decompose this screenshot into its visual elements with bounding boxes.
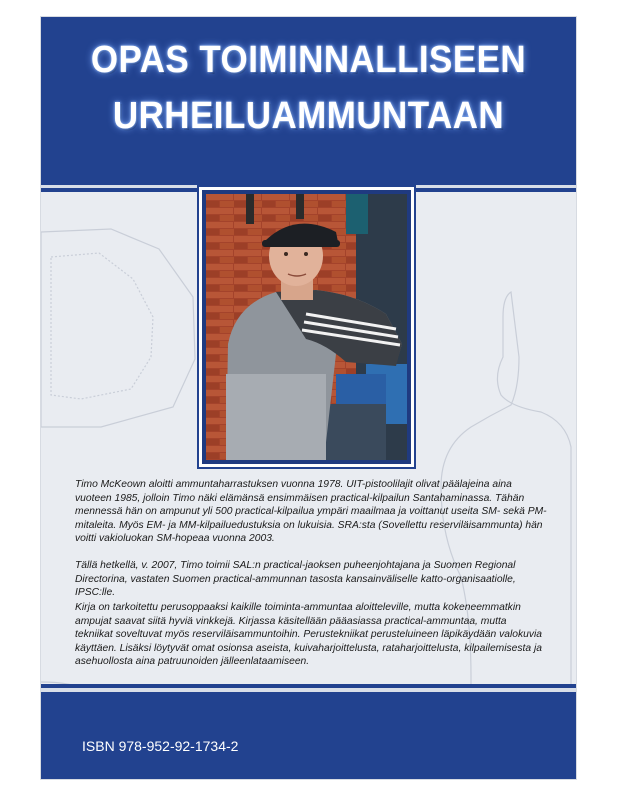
book-back-cover (41, 17, 576, 779)
author-photo-frame (199, 187, 414, 467)
isbn-number: ISBN 978-952-92-1734-2 (82, 738, 239, 754)
book-title-line-1: OPAS TOIMINNALLISEEN (90, 39, 527, 81)
book-description-paragraph: Kirja on tarkoitettu perusoppaaksi kaikille toiminta-ammuntaa aloitteleville, mutta kokeneemmatkin ampujat saavat siitä hyviä vinkkejä. Kirjassa käsitellään pääasiassa practical-ammuntaa, mutta tekniikat soveltuvat myös reserviläisammuntoihin. Perustekniikat perusteluineen läpikäydään valokuvia käyttäen. Lisäksi löytyvät omat osionsa aseista, kuivaharjoittelusta, rataharjoittelusta, kilpailemisesta ja asehuollosta aina patruunoiden jälleenlataamiseen. (75, 602, 543, 668)
author-photo (206, 194, 407, 460)
book-title-line-2: URHEILUAMMUNTAAN (112, 95, 505, 137)
octagon-target-icon (41, 229, 195, 427)
isbn-band (41, 692, 576, 779)
author-role-paragraph: Tällä hetkellä, v. 2007, Timo toimii SAL:n practical-jaoksen puheenjohtajana ja Suomen Regional Directorina, vastaten Suomen practical-ammunnan tasosta kansainväliselle katto-organisaatiolle, IPSC:lle. (75, 560, 516, 599)
author-bio-paragraph: Timo McKeown aloitti ammuntaharrastuksen vuonna 1978. UIT-pistoolilajit olivat päälajeina aina vuoteen 1985, jolloin Timo näki elämänsä ensimmäisen practical-kilpailun Santahaminassa. Tähän mennessä hän on ampunut yli 500 practical-kilpailua ympäri maailmaa ja voittanut useita SM- sekä PM-mitaleita. Myös EM- ja MM-kilpailuedustuksia on lukuisia. SRA:sta (Sovellettu reserviläisammunta) hän voitti vakioluokan SM-hopeaa vuonna 2003. (75, 479, 547, 545)
